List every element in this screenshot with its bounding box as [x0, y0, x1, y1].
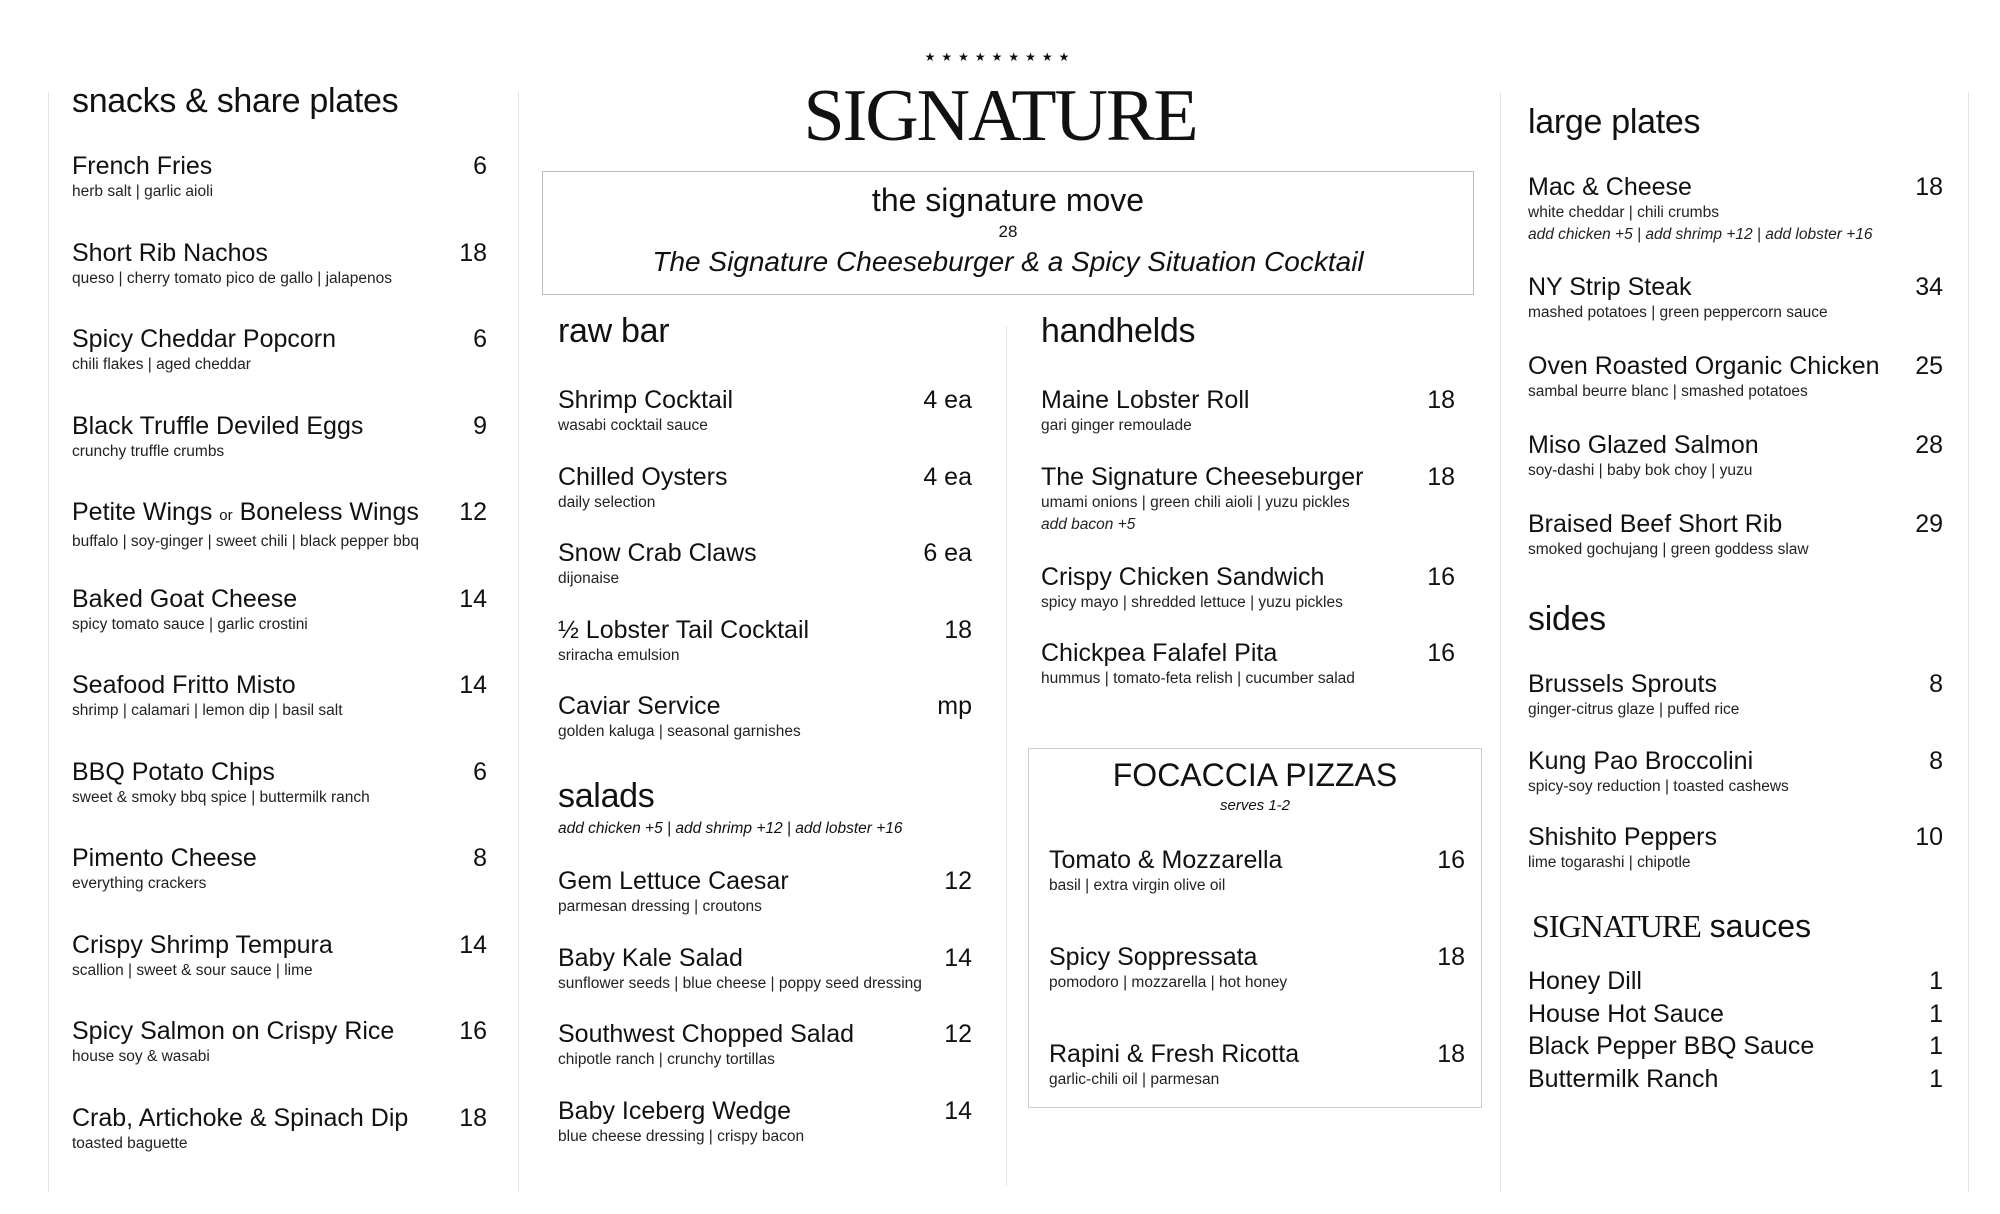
- item-name: Tomato & Mozzarella: [1049, 846, 1283, 874]
- item-price: 14: [944, 1096, 972, 1125]
- menu-item: [1041, 562, 1455, 639]
- menu-item: [558, 866, 972, 943]
- item-description: toasted baguette: [72, 1134, 188, 1152]
- item-description: lime togarashi | chipotle: [1528, 854, 1691, 871]
- menu-item: [72, 1103, 487, 1190]
- menu-item: [1528, 351, 1943, 430]
- item-description: smoked gochujang | green goddess slaw: [1528, 541, 1809, 558]
- item-price: 18: [1915, 173, 1943, 201]
- item-name: Buttermilk Ranch: [1528, 1064, 1719, 1093]
- menu-item: [72, 238, 487, 325]
- item-price: 1: [1929, 1032, 1943, 1060]
- item-description: chipotle ranch | crunchy tortillas: [558, 1051, 775, 1068]
- section-large-plates: [1528, 103, 1943, 588]
- menu-item: [1528, 172, 1943, 272]
- item-price: 18: [1437, 1040, 1465, 1068]
- item-description: soy-dashi | baby bok choy | yuzu: [1528, 462, 1753, 479]
- salads-addons: add chicken +5 | add shrimp +12 | add lobster +16: [558, 820, 903, 837]
- item-description: buffalo | soy-ginger | sweet chili | black pepper bbq: [72, 533, 419, 550]
- item-price: 28: [1915, 431, 1943, 459]
- pizza-serves: serves 1-2: [1219, 797, 1291, 814]
- sauce-item: [1528, 1064, 1943, 1097]
- item-price: 18: [1437, 943, 1465, 971]
- item-price: 8: [473, 844, 487, 872]
- item-description: crunchy truffle crumbs: [72, 442, 225, 460]
- item-price: 16: [459, 1017, 487, 1045]
- item-price: 16: [1427, 639, 1455, 667]
- menu-item: [1528, 822, 1943, 899]
- signature-move-box: [542, 171, 1474, 295]
- item-name: Black Pepper BBQ Sauce: [1528, 1032, 1815, 1060]
- item-description: parmesan dressing | croutons: [558, 898, 762, 915]
- item-description: blue cheese dressing | crispy bacon: [558, 1127, 805, 1145]
- item-price: 12: [944, 867, 972, 895]
- item-description: daily selection: [558, 493, 656, 511]
- item-name: Spicy Cheddar Popcorn: [72, 325, 337, 353]
- item-name: The Signature Cheeseburger: [1041, 462, 1364, 491]
- item-name: Snow Crab Claws: [558, 539, 757, 567]
- item-description: shrimp | calamari | lemon dip | basil salt: [72, 702, 343, 719]
- signature-move-price: 28: [998, 222, 1018, 241]
- item-name-or: or: [219, 507, 233, 524]
- section-sauces: [1528, 906, 1943, 1096]
- item-name: Maine Lobster Roll: [1041, 386, 1250, 414]
- item-price: 6 ea: [923, 539, 972, 567]
- item-description: everything crackers: [72, 875, 207, 892]
- pizza-list: [1049, 845, 1465, 1136]
- restaurant-logo: SIGNATURE: [803, 75, 1197, 157]
- section-title: snacks & share plates: [72, 82, 399, 120]
- item-price: 4 ea: [923, 462, 972, 491]
- item-name: Crispy Shrimp Tempura: [72, 930, 333, 959]
- item-price: 16: [1437, 846, 1465, 874]
- item-description: queso | cherry tomato pico de gallo | jalapenos: [72, 269, 392, 287]
- item-name: Chilled Oysters: [558, 462, 728, 491]
- item-description: umami onions | green chili aioli | yuzu pickles: [1041, 493, 1350, 511]
- item-description: sunflower seeds | blue cheese | poppy seed dressing: [558, 974, 922, 992]
- item-price: 1: [1929, 967, 1943, 995]
- item-price: 34: [1915, 273, 1943, 301]
- item-price: 14: [459, 671, 487, 699]
- item-description: sambal beurre blanc | smashed potatoes: [1528, 383, 1808, 400]
- item-name: Baked Goat Cheese: [72, 584, 298, 613]
- menu-item: [72, 411, 487, 498]
- divider-left-edge: [48, 92, 49, 1192]
- divider-center-right: [1500, 92, 1501, 1192]
- item-price: 4 ea: [923, 386, 972, 414]
- menu-item: [1049, 942, 1465, 1039]
- sauce-item: [1528, 1031, 1943, 1064]
- item-description: hummus | tomato-feta relish | cucumber salad: [1041, 670, 1355, 687]
- signature-move-description: The Signature Cheeseburger & a Spicy Situation Cocktail: [652, 246, 1364, 277]
- item-name: Shrimp Cocktail: [558, 386, 734, 414]
- item-name-b: Boneless Wings: [239, 498, 419, 526]
- item-price: 18: [459, 1103, 487, 1132]
- item-price: 6: [473, 757, 487, 786]
- item-name: House Hot Sauce: [1528, 999, 1724, 1028]
- item-description: spicy mayo | shredded lettuce | yuzu pickles: [1041, 593, 1343, 611]
- item-price: 18: [1427, 462, 1455, 491]
- item-name: Shishito Peppers: [1528, 823, 1718, 851]
- item-name: Seafood Fritto Misto: [72, 671, 296, 699]
- menu-item: [72, 151, 487, 238]
- item-description: pomodoro | mozzarella | hot honey: [1049, 974, 1288, 991]
- signature-move-title: the signature move: [871, 182, 1145, 218]
- menu-item: [1528, 509, 1943, 588]
- item-price: 8: [1929, 670, 1943, 698]
- menu-item: [72, 1016, 487, 1103]
- item-name: Crab, Artichoke & Spinach Dip: [72, 1103, 409, 1132]
- item-price: 1: [1929, 999, 1943, 1028]
- item-description: spicy-soy reduction | toasted cashews: [1528, 777, 1789, 795]
- menu-item: [1528, 430, 1943, 509]
- item-name: Southwest Chopped Salad: [558, 1020, 855, 1048]
- item-description: ginger-citrus glaze | puffed rice: [1528, 701, 1740, 718]
- item-name: Black Truffle Deviled Eggs: [72, 411, 364, 440]
- item-price: 18: [459, 238, 487, 267]
- menu-item: [1528, 272, 1943, 351]
- menu-item: [72, 584, 487, 671]
- item-price: 29: [1915, 510, 1943, 538]
- item-price: 18: [1427, 386, 1455, 414]
- item-price: 16: [1427, 562, 1455, 591]
- menu-item: [558, 462, 972, 539]
- menu-item: [1041, 638, 1455, 715]
- item-description: basil | extra virgin olive oil: [1049, 877, 1226, 894]
- divider-left-center: [518, 92, 519, 1192]
- menu-item: [1528, 669, 1943, 746]
- item-description: scallion | sweet & sour sauce | lime: [72, 961, 313, 979]
- section-sides: [1528, 600, 1943, 899]
- menu-item: [1528, 746, 1943, 823]
- menu-item: [1049, 1039, 1465, 1136]
- menu-item: [558, 615, 972, 692]
- divider-right-edge: [1968, 92, 1969, 1192]
- menu-item: [558, 538, 972, 615]
- menu-item: [72, 670, 487, 757]
- item-name: Gem Lettuce Caesar: [558, 867, 789, 895]
- menu-item: [72, 843, 487, 930]
- item-description: dijonaise: [558, 570, 620, 587]
- item-name: Short Rib Nachos: [72, 238, 268, 267]
- item-price: 14: [459, 584, 487, 613]
- menu-item: [558, 943, 972, 1020]
- section-title: sides: [1528, 600, 1606, 638]
- item-price: 1: [1929, 1064, 1943, 1093]
- menu-item: [72, 497, 487, 584]
- item-price: 6: [473, 152, 487, 180]
- item-price: 10: [1915, 823, 1943, 851]
- item-name: Mac & Cheese: [1528, 173, 1692, 201]
- item-name: French Fries: [72, 152, 213, 180]
- item-name: ½ Lobster Tail Cocktail: [558, 615, 810, 644]
- sauces-title: sauces: [1709, 908, 1812, 944]
- item-name: Crispy Chicken Sandwich: [1041, 562, 1325, 591]
- menu-item: [72, 930, 487, 1017]
- section-raw-bar: [558, 312, 972, 768]
- item-price: 25: [1915, 352, 1943, 380]
- item-name: Baby Iceberg Wedge: [558, 1096, 792, 1125]
- sauce-item: [1528, 999, 1943, 1032]
- item-description: sriracha emulsion: [558, 646, 680, 664]
- item-description: gari ginger remoulade: [1041, 417, 1192, 434]
- item-name: Kung Pao Broccolini: [1528, 746, 1754, 775]
- section-title: [1528, 906, 1943, 946]
- item-addon: add bacon +5: [1041, 515, 1136, 533]
- item-name: Brussels Sprouts: [1528, 670, 1717, 698]
- item-name: NY Strip Steak: [1528, 273, 1692, 301]
- item-price: 12: [944, 1020, 972, 1048]
- decorative-stars: ★★★★★★★★★: [924, 50, 1076, 64]
- item-name: Baby Kale Salad: [558, 943, 743, 972]
- menu-item: [1041, 462, 1455, 562]
- item-description: wasabi cocktail sauce: [558, 417, 708, 434]
- item-name: Caviar Service: [558, 692, 721, 720]
- item-name-a: Petite Wings: [72, 498, 213, 526]
- item-name: Braised Beef Short Rib: [1528, 510, 1783, 538]
- item-name: BBQ Potato Chips: [72, 757, 275, 786]
- item-name: Spicy Soppressata: [1049, 943, 1258, 971]
- item-description: sweet & smoky bbq spice | buttermilk ranch: [72, 788, 370, 806]
- item-name: Spicy Salmon on Crispy Rice: [72, 1017, 395, 1045]
- item-name: Honey Dill: [1528, 967, 1642, 995]
- menu-item: [72, 324, 487, 411]
- item-price: 6: [473, 325, 487, 353]
- section-title: salads: [558, 777, 655, 815]
- section-title: handhelds: [1041, 312, 1196, 350]
- item-price: 12: [459, 498, 487, 526]
- section-snacks: [72, 82, 487, 1189]
- menu-item: [1049, 845, 1465, 942]
- item-price: 18: [944, 615, 972, 644]
- section-focaccia-pizzas: [1028, 748, 1482, 1108]
- menu-item: [558, 1019, 972, 1096]
- menu-item: [558, 1096, 972, 1173]
- item-description: golden kaluga | seasonal garnishes: [558, 723, 801, 740]
- menu-item: [1041, 385, 1455, 462]
- section-title: raw bar: [558, 312, 670, 350]
- sauces-logo: SIGNATURE: [1532, 908, 1701, 944]
- item-description: house soy & wasabi: [72, 1048, 210, 1065]
- item-name: Rapini & Fresh Ricotta: [1049, 1040, 1300, 1068]
- item-name: Chickpea Falafel Pita: [1041, 639, 1278, 667]
- section-salads: [558, 777, 972, 1172]
- item-price: 14: [944, 943, 972, 972]
- menu-item: [558, 385, 972, 462]
- section-title: FOCACCIA PIZZAS: [1112, 757, 1398, 793]
- item-name: Pimento Cheese: [72, 844, 257, 872]
- item-description: spicy tomato sauce | garlic crostini: [72, 615, 308, 633]
- item-price: mp: [937, 692, 972, 720]
- item-addon: add chicken +5 | add shrimp +12 | add lobster +16: [1528, 226, 1873, 243]
- item-description: garlic-chili oil | parmesan: [1049, 1071, 1220, 1088]
- item-description: white cheddar | chili crumbs: [1528, 204, 1719, 221]
- item-price: 14: [459, 930, 487, 959]
- section-handhelds: [1041, 312, 1455, 715]
- menu-item: [558, 691, 972, 768]
- item-price: 8: [1929, 746, 1943, 775]
- sauce-item: [1528, 966, 1943, 999]
- item-description: mashed potatoes | green peppercorn sauce: [1528, 304, 1828, 321]
- item-name: Miso Glazed Salmon: [1528, 431, 1759, 459]
- section-title: large plates: [1528, 103, 1701, 141]
- menu-item: [72, 757, 487, 844]
- divider-center-mid: [1006, 326, 1007, 1186]
- item-description: herb salt | garlic aioli: [72, 183, 214, 200]
- item-price: 9: [473, 411, 487, 440]
- item-description: chili flakes | aged cheddar: [72, 356, 251, 373]
- item-name: [72, 497, 487, 531]
- item-name: Oven Roasted Organic Chicken: [1528, 352, 1880, 380]
